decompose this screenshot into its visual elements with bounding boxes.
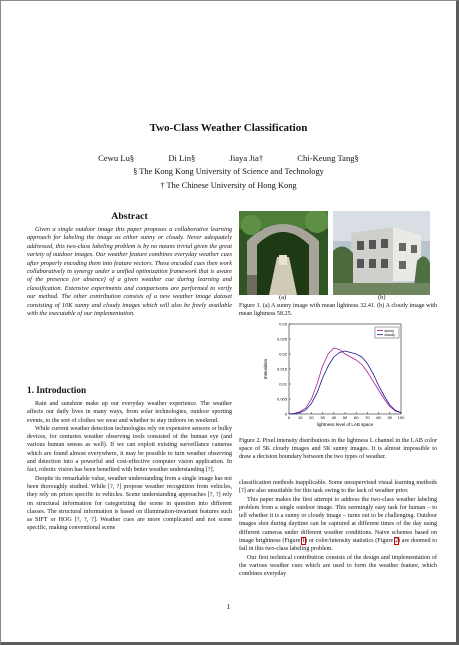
sunny-photo xyxy=(239,211,328,295)
legend-label: cloudy xyxy=(384,333,395,337)
x-tick-label: 10 xyxy=(297,415,303,420)
y-tick-label: 0.025 xyxy=(276,336,287,342)
figure-2-caption: Figure 2. Pixel intensity distributions in the lightness L channel in the LAB color space of 5K cloudy images and 5K sunny images. It is almost impossible to draw a decision boundary between the two types of weather. xyxy=(239,438,437,460)
paper-page xyxy=(1,1,456,642)
x-axis-label: lightness level of LAB space xyxy=(316,422,374,427)
y-tick-label: 0.005 xyxy=(276,396,287,402)
x-tick-label: 0 xyxy=(287,415,291,420)
body-text: ) are doomed to fail in this two-class labeling problem. xyxy=(239,538,437,553)
y-tick-label: 0 xyxy=(284,411,287,417)
section-heading: 1. Introduction xyxy=(27,385,87,395)
page-number: 1 xyxy=(226,602,231,611)
body-paragraph: Our first technical contribution consists of the design and implementation of the various weather cues which are used to form the weather feature, which combines everyday xyxy=(239,554,437,578)
figure-1-caption: Figure 1. (a) A sunny image with mean lightness 32.41. (b) A cloudy image with mean lightness 58.25. xyxy=(239,303,437,317)
series-line-sunny xyxy=(289,348,401,414)
author-list xyxy=(1,153,456,163)
author-name: Di Lin§ xyxy=(168,153,196,163)
y-axis-label: Intensities xyxy=(263,358,268,380)
y-tick-label: 0.015 xyxy=(276,366,287,372)
body-paragraph: While current weather detection technologies rely on expensive sensors or bulky devices, for centuries weather observing tools consisted of the human eye (and various human senses as well). If we can exploit existing surveillance cameras which are found almost everywhere, it may be possible to turn weather observing and detection into a powerful and cost-effective computer vision application. In fact, robotic vision has been benefited with better weather understanding [?]. xyxy=(27,425,232,474)
x-tick-label: 60 xyxy=(353,415,359,420)
x-tick-label: 90 xyxy=(387,415,393,420)
body-paragraph xyxy=(239,496,437,554)
y-tick-label: 0.01 xyxy=(279,381,287,387)
x-tick-label: 50 xyxy=(342,415,348,420)
figure-2-link[interactable]: 2 xyxy=(394,538,398,545)
paper-title: Two-Class Weather Classification xyxy=(149,122,308,134)
abstract-paragraph: Given a single outdoor image this paper proposes a collaborative learning approach for labeling the image as either sunny or cloudy. Never adequately addressed, this two-class labeling problem is by no means trivial given the great variety of outdoor images. Our weather feature combines everyday weather cues after properly encoding them into feature vectors. These encoded cues then work collaboratively in synergy under a unified optimization framework that is aware of the presence (or absence) of a given weather cue during learning and classification. Extensive experiments and comparisons are performed to verify our method. The other contribution consists of a new weather image dataset consisting of 10K sunny and cloudy images which will also be freely available with the executable of our implementation. xyxy=(27,226,232,318)
x-tick-label: 80 xyxy=(376,415,381,420)
chart-legend xyxy=(375,327,399,338)
series-line-cloudy xyxy=(289,351,401,414)
subfigure-label: (a) xyxy=(279,294,287,301)
abstract-heading: Abstract xyxy=(111,211,148,222)
author-name: Chi-Keung Tang§ xyxy=(297,153,359,163)
abstract-text xyxy=(27,226,232,318)
figure-2-plot xyxy=(259,318,409,433)
author-name: Cewu Lu§ xyxy=(98,153,135,163)
affiliation: † The Chinese University of Hong Kong xyxy=(160,181,297,190)
x-tick-label: 70 xyxy=(365,415,370,420)
legend-label: sunny xyxy=(384,328,395,333)
body-paragraph: classification methods inapplicable. Some unsupervised visual learning methods [?] are also unsuitable for this task owing to the lack of weather prior. xyxy=(239,480,437,495)
affiliation: § The Kong Kong University of Science and Technology xyxy=(133,167,324,176)
body-paragraph: Rain and sunshine make up our everyday weather experience. The weather affects our daily lives in many ways, from solar technologies, outdoor sporting events, to the sort of clothes we wear and whether to stay indoors on weekend. xyxy=(27,401,232,424)
body-text: This paper makes the first attempt to address the two-class weather labeling problem from a single outdoor image. This seemingly easy task for human – to tell whether it is a sunny or cloudy image – turns out to be challenging. Outdoor images shot during daytime can be captured at different times of the day using different cameras under different weather conditions. Naive schemes based on image brightness (Figure xyxy=(239,496,437,545)
figure-1-link[interactable]: 1 xyxy=(302,538,306,545)
x-tick-label: 40 xyxy=(331,415,337,420)
body-text: ) or color/intensity statistics (Figure xyxy=(305,538,395,545)
intensity-chart xyxy=(259,318,409,433)
left-column-text xyxy=(27,400,232,533)
cloudy-photo xyxy=(333,211,430,295)
x-tick-label: 30 xyxy=(320,415,325,420)
body-paragraph: Despite its remarkable value, weather understanding from a single image has not been thoroughly studied. While [?, ?] propose weather recognition from vehicles, they rely on priors specific to vehicles. Scene understanding approaches [?, ?] rely on structural information for categorizing the scene in question into different classes. The structural information is based on illumination-invariant features such as SIFT or HOG [?, ?, ?]. Weather cues are more complicated and not scene specific, making conventional scene xyxy=(27,475,232,532)
y-tick-label: 0.02 xyxy=(279,351,287,357)
figure-1 xyxy=(239,211,439,301)
x-tick-label: 20 xyxy=(309,415,314,420)
author-name: Jiaya Jia† xyxy=(229,153,264,163)
y-tick-label: 0.03 xyxy=(279,321,287,327)
x-tick-label: 100 xyxy=(397,415,405,420)
right-column-text xyxy=(239,479,437,579)
subfigure-label: (b) xyxy=(378,294,386,301)
